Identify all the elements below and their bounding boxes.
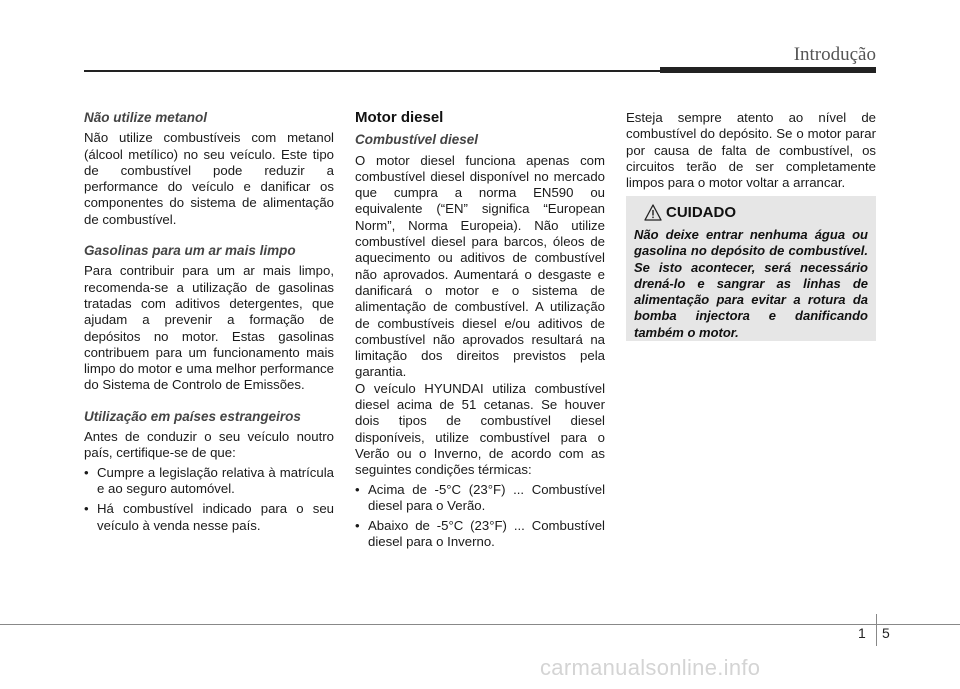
section-title-diesel: Motor diesel: [355, 109, 444, 126]
diesel-temperature-list: [355, 482, 605, 551]
column-middle: [355, 110, 605, 555]
watermark: carmanualsonline.info: [540, 655, 761, 680]
subtitle-clean-air: Gasolinas para um ar mais limpo: [84, 243, 296, 259]
footer-rule: [0, 624, 960, 625]
subtitle-diesel-fuel: Combustível diesel: [355, 132, 479, 148]
caution-title: CUIDADO: [666, 204, 736, 221]
list-item: • Há combustível indicado para o seu veículo à venda nesse país.: [84, 501, 334, 533]
list-item: • Cumpre a legislação relativa à matrícula e ao seguro automóvel.: [84, 464, 334, 496]
header-title: Introdução: [793, 44, 876, 65]
caution-text: Não deixe entrar nenhuma água ou gasolina no depósito de combustível. Se isto acontecer, será necessário drená-lo e sangrar as linhas de alimentação para evitar a rotura da bomba injectora e danificando também o motor.: [634, 227, 868, 340]
caution-box: [626, 196, 876, 341]
header-rule-accent: [660, 67, 876, 73]
column-right: [626, 110, 876, 191]
warning-triangle-icon: [644, 204, 662, 221]
subtitle-foreign-countries: Utilização em países estrangeiros: [84, 408, 301, 424]
column-left: [84, 110, 334, 538]
caution-header: [644, 204, 736, 221]
paragraph-methanol: Não utilize combustíveis com metanol (álcool metílico) no seu veículo. Este tipo de combustível pode reduzir a performance do veículo e danificar os componentes do sistema de alimentação de combustível.: [84, 130, 334, 227]
paragraph-clean-air: Para contribuir para um ar mais limpo, recomenda-se a utilização de gasolinas tratadas com aditivos detergentes, que ajudam a prevenir a formação de depósitos no motor. Estas gasolinas contribuem para um funcionamento mais limpo do motor e uma melhor performance do Sistema de Controlo de Emissões.: [84, 263, 334, 393]
paragraph-diesel-2: O veículo HYUNDAI utiliza combustível diesel acima de 51 cetanas. Se houver dois tipos de combustível diesel disponíveis, utilize combustível para o Verão ou o Inverno, de acordo com as seguintes condições térmicas:: [355, 380, 605, 478]
paragraph-diesel-1: O motor diesel funciona apenas com combustível diesel disponível no mercado que cumpra a norma EN590 ou equivalente (“EN” significa “European Norm”, Norma Europeia). Não utilize combustível diesel para barcos, óleos de aquecimento ou aditivos de combustível não aprovados. Aumentará o desgaste e danificará o motor e o sistema de alimentação de combustível. A utilização de combustíveis diesel e/ou aditivos de combustível não aprovados resultará na limitação dos direitos previstos pela garantia.: [355, 152, 605, 380]
paragraph-fuel-level: Esteja sempre atento ao nível de combustível do depósito. Se o motor parar por causa de falta de combustível, os circuitos terão de ser completamente limpos para o motor voltar a arrancar.: [626, 110, 876, 191]
foreign-countries-list: [84, 465, 334, 534]
subtitle-methanol: Não utilize metanol: [84, 110, 208, 125]
page-number: 5: [882, 625, 890, 641]
footer-divider: [876, 614, 877, 646]
section-number: 1: [858, 625, 866, 641]
list-item: • Acima de -5°C (23°F) ... Combustível diesel para o Verão.: [355, 481, 605, 513]
paragraph-foreign-countries: Antes de conduzir o seu veículo noutro país, certifique-se de que:: [84, 429, 334, 461]
list-item: • Abaixo de -5°C (23°F) ... Combustível diesel para o Inverno.: [355, 518, 605, 550]
